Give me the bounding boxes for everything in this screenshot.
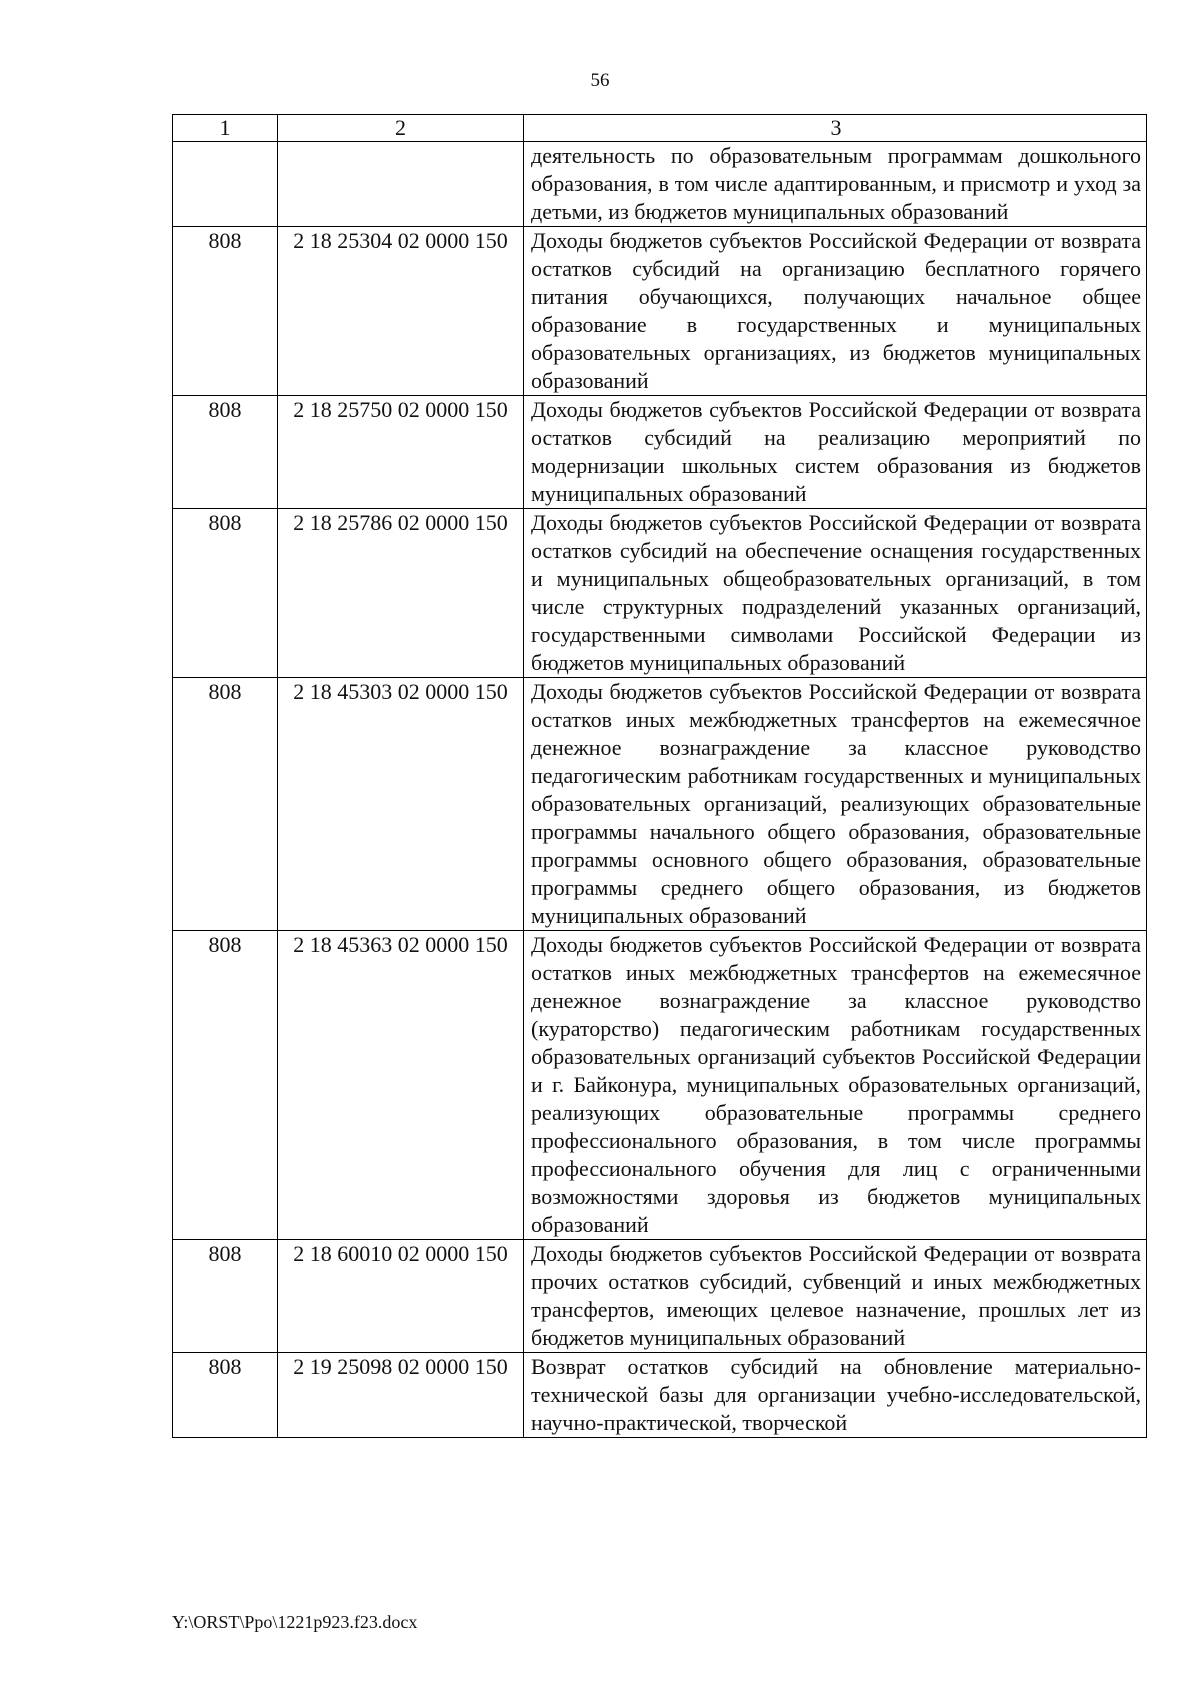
table-row (173, 142, 1147, 227)
description-cell: Доходы бюджетов субъектов Российской Федерации от возврата остатков иных межбюджетных трансфертов на ежемесячное денежное вознаграждение за классное руководство (кураторство) педагогическим работникам государственных образовательных организаций субъектов Российской Федерации и г. Байконура, муниципальных образовательных организаций, реализующих образовательные программы среднего профессионального образования, в том числе программы профессионального обучения для лиц с ограниченными возможностями здоровья из бюджетов муниципальных образований (524, 931, 1147, 1240)
budget-codes-table (172, 114, 1147, 1438)
description-cell: Доходы бюджетов субъектов Российской Федерации от возврата прочих остатков субсидий, субвенций и иных межбюджетных трансфертов, имеющих целевое назначение, прошлых лет из бюджетов муниципальных образований (524, 1240, 1147, 1353)
budget-code-cell (278, 142, 524, 227)
column-header-1: 1 (173, 115, 278, 142)
page-number: 56 (590, 70, 610, 91)
admin-code-cell: 808 (173, 931, 278, 1240)
description-cell: Возврат остатков субсидий на обновление материально-технической базы для организации учебно-исследовательской, научно-практической, творческой (524, 1353, 1147, 1438)
description-cell: деятельность по образовательным программам дошкольного образования, в том числе адаптированным, и присмотр и уход за детьми, из бюджетов муниципальных образований (524, 142, 1147, 227)
admin-code-cell: 808 (173, 1353, 278, 1438)
admin-code-cell: 808 (173, 1240, 278, 1353)
budget-code-cell: 2 19 25098 02 0000 150 (278, 1353, 524, 1438)
budget-code-cell: 2 18 25750 02 0000 150 (278, 396, 524, 509)
table-row (173, 509, 1147, 678)
table-row (173, 227, 1147, 396)
column-header-2: 2 (278, 115, 524, 142)
description-cell: Доходы бюджетов субъектов Российской Федерации от возврата остатков субсидий на организацию бесплатного горячего питания обучающихся, получающих начальное общее образование в государственных и муниципальных образовательных организациях, из бюджетов муниципальных образований (524, 227, 1147, 396)
admin-code-cell: 808 (173, 678, 278, 931)
table-row (173, 931, 1147, 1240)
budget-code-cell: 2 18 45303 02 0000 150 (278, 678, 524, 931)
description-cell: Доходы бюджетов субъектов Российской Федерации от возврата остатков субсидий на реализацию мероприятий по модернизации школьных систем образования из бюджетов муниципальных образований (524, 396, 1147, 509)
description-cell: Доходы бюджетов субъектов Российской Федерации от возврата остатков иных межбюджетных трансфертов на ежемесячное денежное вознаграждение за классное руководство педагогическим работникам государственных и муниципальных образовательных организаций, реализующих образовательные программы начального общего образования, образовательные программы основного общего образования, образовательные программы среднего общего образования, из бюджетов муниципальных образований (524, 678, 1147, 931)
budget-code-cell: 2 18 60010 02 0000 150 (278, 1240, 524, 1353)
budget-code-cell: 2 18 25304 02 0000 150 (278, 227, 524, 396)
admin-code-cell: 808 (173, 227, 278, 396)
admin-code-cell: 808 (173, 396, 278, 509)
document-file-path: Y:\ORST\Ppo\1221p923.f23.docx (172, 1612, 418, 1632)
description-cell: Доходы бюджетов субъектов Российской Федерации от возврата остатков субсидий на обеспечение оснащения государственных и муниципальных общеобразовательных организаций, в том числе структурных подразделений указанных организаций, государственными символами Российской Федерации из бюджетов муниципальных образований (524, 509, 1147, 678)
admin-code-cell: 808 (173, 509, 278, 678)
admin-code-cell (173, 142, 278, 227)
column-header-3: 3 (524, 115, 1147, 142)
budget-code-cell: 2 18 45363 02 0000 150 (278, 931, 524, 1240)
table-row (173, 1353, 1147, 1438)
table-row (173, 396, 1147, 509)
budget-code-cell: 2 18 25786 02 0000 150 (278, 509, 524, 678)
table-row (173, 1240, 1147, 1353)
table-row (173, 678, 1147, 931)
table-header-row (173, 115, 1147, 142)
